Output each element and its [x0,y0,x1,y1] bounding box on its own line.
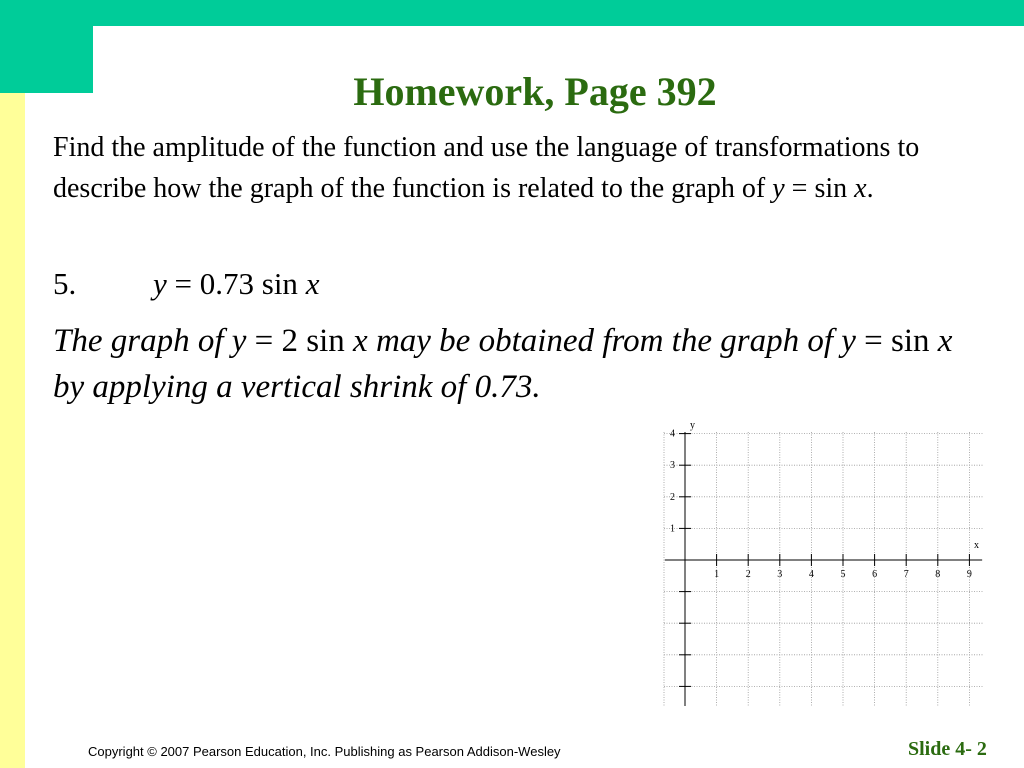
x-tick-label: 8 [935,569,941,580]
y-tick-label: 4 [670,428,675,440]
problem-statement: 5. y = 0.73 sin x [53,262,319,306]
slide-title: Homework, Page 392 [353,69,717,114]
x-tick-label: 9 [966,569,972,580]
x-axis-label: x [974,540,979,551]
x-tick-label: 4 [808,569,814,580]
answer-text: The graph of y = 2 sin x may be obtained from the graph of y = sin x by applying a vertical shrink of 0.73. [53,323,953,405]
x-tick-label: 3 [777,569,783,580]
x-tick-label: 5 [840,569,846,580]
y-tick-label: 2 [670,491,675,503]
instructions-text: Find the amplitude of the function and use the language of transformations to describe how the graph of the function is related to the graph of y = sin x. [53,132,920,204]
x-tick-label: 7 [903,569,909,580]
y-tick-label: 3 [670,460,675,472]
top-accent-bar [0,0,1024,26]
x-tick-label: 2 [745,569,751,580]
coordinate-grid [660,418,984,706]
x-tick-label: 1 [714,569,720,580]
corner-accent-block [0,0,93,93]
y-axis-label: y [690,420,695,431]
left-accent-strip [0,93,25,768]
problem-number: 5. [53,266,77,301]
copyright-footer: Copyright © 2007 Pearson Education, Inc. Publishing as Pearson Addison-Wesley [88,744,561,759]
y-tick-label: 1 [670,523,675,535]
x-tick-label: 6 [872,569,878,580]
slide-number: Slide 4- 2 [908,738,987,760]
